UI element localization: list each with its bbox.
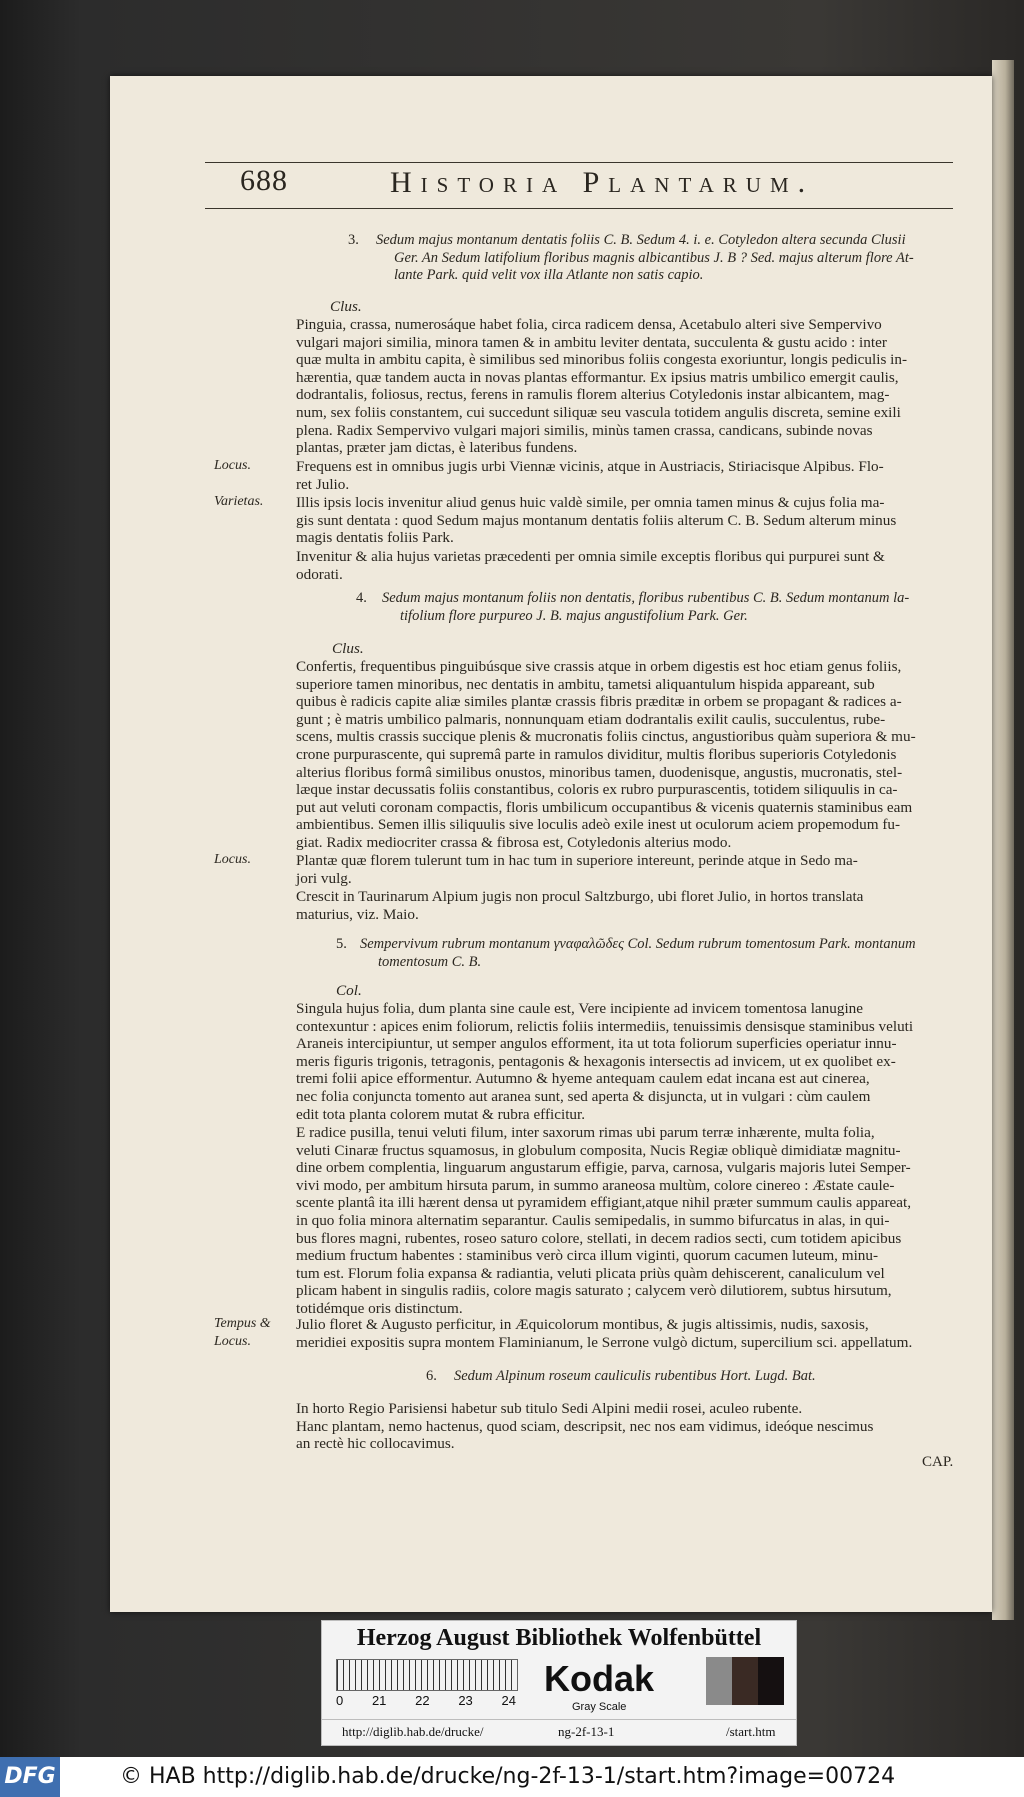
book-page <box>110 76 992 1612</box>
text-line: maturius, viz. Maio. <box>296 905 419 923</box>
text-line: veluti Cinaræ fructus squamosus, in globulum composita, Nucis Regiæ obliquè dimidiatæ magnitu- <box>296 1141 901 1159</box>
text-line: tum est. Florum folia expansa & radiantia, veluti plicata priùs quàm dehiscerent, canaliculum vel <box>296 1264 885 1282</box>
text-line: bus flores magni, rubentes, roseo saturo colore, stellati, in decem radios secti, cum totidem apicibus <box>296 1229 902 1247</box>
text-line: edit tota planta colorem mutat & rubra efficitur. <box>296 1105 586 1123</box>
paragraph-10 <box>296 1316 962 1351</box>
entry-5 <box>360 936 972 971</box>
header-rule-top <box>205 162 953 163</box>
text-line: quibus è radicis capite aliæ similes plantæ crassis fibris præditæ in orbem se propagant & radices a- <box>296 693 902 711</box>
text-line: Pinguia, crassa, numerosáque habet folia, circa radicem densa, Acetabulo alteri sive Sempervivo <box>296 316 882 333</box>
abbrev-col: Col. <box>336 982 362 999</box>
text-line: vulgari majori similia, minora tamen & in ambitu leviter dentata, succulenta & gustu acido : inter <box>296 333 887 351</box>
text-line: in quo folia minora alternatim separantur. Caulis semipedalis, in summo bifurcatus in alas, in qui- <box>296 1211 890 1229</box>
entry-number-3: 3. <box>348 232 359 248</box>
tick-label: 22 <box>415 1693 430 1708</box>
text-line: scente plantâ ita illi hærent densa ut pyramidem effigiant,atque nihil præter summum caulis appareat, <box>296 1194 912 1212</box>
text-line: vivi modo, per ambitum hirsuta parum, in summo araneosa multùm, colore cinereo : Æstate caule- <box>296 1176 895 1194</box>
entry-6 <box>454 1368 974 1386</box>
text-line: giat. Radix mediocriter crassa & fibrosa est, Cotyledonis alterius modo. <box>296 833 732 851</box>
card-url-mid: ng-2f-13-1 <box>558 1724 615 1739</box>
tick-label: 21 <box>371 1693 387 1708</box>
text-line: crone purpurascente, qui supremâ parte in ramulos dividitur, multis floribus superioris Cotyledonis <box>296 745 897 763</box>
paragraph-5 <box>296 658 962 852</box>
tick-label: 0 <box>336 1693 344 1708</box>
text-line: Invenitur & alia hujus varietas præcedenti per omnia simile exceptis floribus qui purpurei sunt & <box>296 548 885 565</box>
abbrev-clus: Clus. <box>330 298 362 315</box>
gray-scale-label: Gray Scale <box>572 1701 627 1713</box>
text-line: Crescit in Taurinarum Alpium jugis non procul Saltzburgo, ubi floret Julio, in hortos translata <box>296 888 864 905</box>
gray-patch <box>758 1657 784 1705</box>
catchword: CAP. <box>922 1454 954 1470</box>
entry-number-6: 6. <box>426 1368 437 1384</box>
entry-line: Sedum majus montanum dentatis foliis C. B. Sedum 4. i. e. Cotyledon altera secunda Clusii <box>376 232 906 248</box>
text-line: gis sunt dentata : quod Sedum majus montanum dentatis foliis alterum C. B. Sedum alterum minus <box>296 511 897 529</box>
entry-line: tomentosum C. B. <box>378 953 482 970</box>
entry-number-5: 5. <box>336 936 347 952</box>
entry-line: Sedum Alpinum roseum cauliculis rubentibus Hort. Lugd. Bat. <box>454 1368 816 1384</box>
color-calibration-card <box>321 1620 797 1746</box>
text-line: scens, multis crassis succique plenis & mucronatis foliis cinctus, angustioribus quàm superiora & mu- <box>296 728 916 746</box>
text-line: odorati. <box>296 565 343 583</box>
entry-line: Sempervivum rubrum montanum γναφαλῶδες Col. Sedum rubrum tomentosum Park. montanum <box>360 936 916 952</box>
text-line: contexuntur : apices enim foliorum, relictis foliis intermediis, tenuissimis densisque staminibus veluti <box>296 1017 914 1035</box>
text-line: Illis ipsis locis invenitur aliud genus huic valdè simile, per omnia tamen minus & cujus folia ma- <box>296 494 885 511</box>
paragraph-4 <box>296 548 962 583</box>
text-line: Julio floret & Augusto perficitur, in Æquicolorum montibus, & jugis altissimis, nudis, saxosis, <box>296 1316 869 1333</box>
paragraph-2 <box>296 458 962 493</box>
entry-number-4: 4. <box>356 590 367 606</box>
text-line: plena. Radix Sempervivo vulgari majori similis, minùs tamen crassa, candicans, subinde novas <box>296 421 873 439</box>
paragraph-1 <box>296 316 962 457</box>
paragraph-7 <box>296 888 962 923</box>
card-title: Herzog August Bibliothek Wolfenbüttel <box>356 1625 762 1651</box>
margin-locus: Locus. <box>214 1334 251 1349</box>
paragraph-6 <box>296 852 962 887</box>
entry-line: Sedum majus montanum foliis non dentatis, floribus rubentibus C. B. Sedum montanum la- <box>382 590 910 606</box>
text-line: superiore tamen minoribus, nec dentatis in ambitu, tametsi aliquantulum hispida appareant, sub <box>296 675 875 693</box>
text-line: Singula hujus folia, dum planta sine caule est, Vere incipiente ad invicem tomentosa lanugine <box>296 1000 863 1017</box>
paragraph-8 <box>296 1000 962 1123</box>
margin-locus: Locus. <box>214 458 251 473</box>
entry-line: tifolium flore purpureo J. B. majus angustifolium Park. Ger. <box>400 607 748 624</box>
text-line: put aut veluti coronam compactis, floris umbilicum occupantibus & vicenis quaternis staminibus eam <box>296 798 913 816</box>
text-line: magis dentatis foliis Park. <box>296 529 454 547</box>
entry-line: lante Park. quid velit vox illa Atlante non satis capio. <box>394 267 704 284</box>
text-line: num, sex foliis constantem, cui succedunt siliquæ seu vascula totidem angulis discreta, semine exili <box>296 403 901 421</box>
card-url-row <box>322 1719 796 1744</box>
text-line: tremi folii apice efformentur. Autumno & hyeme antequam caulem edat incana est aut cinerea, <box>296 1070 870 1088</box>
running-title: Historia Plantarum. <box>390 166 815 199</box>
text-line: alterius floribus formâ similibus onustos, minoribus tamen, duodenisque, angustis, mucronatis, stel- <box>296 763 903 781</box>
tick-label: 24 <box>501 1693 516 1708</box>
text-line: meridiei expositis supra montem Flaminianum, le Serrone vulgò dictum, supercilium sci. appellatum. <box>296 1333 913 1351</box>
text-line: jori vulg. <box>296 869 352 887</box>
text-line: medium fructum habentes : staminibus verò circa illum viginti, quorum cacumen luteum, minu- <box>296 1247 879 1265</box>
ruler-ticks <box>336 1693 516 1708</box>
text-line: Confertis, frequentibus pinguibúsque sive crassis atque in orbem digestis est hoc etiam genus foliis, <box>296 658 902 675</box>
tick-label: 23 <box>458 1693 473 1708</box>
kodak-logo: Kodak <box>544 1658 655 1699</box>
text-line: gunt ; è matris umbilico palmaris, nonnunquam etiam dodrantalis exilit caulis, succulentus, rube- <box>296 710 886 728</box>
text-line: Araneis intercipiuntur, ut semper angulos efforment, ita ut tota foliorum superficies operiatur innu- <box>296 1035 897 1053</box>
text-line: In horto Regio Parisiensi habetur sub titulo Sedi Alpini medii rosei, aculeo rubente. <box>296 1400 803 1417</box>
gray-patch <box>706 1657 732 1705</box>
entry-4 <box>382 590 972 625</box>
text-line: E radice pusilla, tenui veluti filum, inter saxorum rimas ubi parum terræ inhærente, multa folia, <box>296 1124 875 1141</box>
text-line: ambientibus. Semen illis siliquulis sive loculis adeò exile inest ut oculorum aciem propemodum fu- <box>296 816 901 834</box>
entry-3 <box>376 232 976 285</box>
entry-line: Ger. An Sedum latifolium floribus magnis albicantibus J. B ? Sed. majus alterum flore At- <box>394 249 914 266</box>
margin-locus: Locus. <box>214 852 251 867</box>
text-line: Hanc plantam, nemo hactenus, quod sciam, descripsit, nec nos eam vidimus, ideóque nescimus <box>296 1417 874 1435</box>
card-url-left: http://diglib.hab.de/drucke/ <box>342 1724 484 1739</box>
text-line: Frequens est in omnibus jugis urbi Viennæ vicinis, atque in Austriacis, Stiriacisque Alpibus. Flo- <box>296 458 884 475</box>
text-line: meris figuris trigonis, tetragonis, pentagonis & hexagonis intersectis ad invicem, ut ex quolibet ex- <box>296 1052 896 1070</box>
header-rule-bottom <box>205 208 953 209</box>
page-number: 688 <box>240 164 288 197</box>
paragraph-3 <box>296 494 962 547</box>
text-line: læque instar decussatis foliis constantibus, coloris ex rubro purpurascentis, totidem siliquulis in ca- <box>296 781 898 799</box>
gray-patch <box>732 1657 758 1705</box>
text-line: dine orbem complentia, linguarum angustarum effigie, parva, carnosa, vulgaris majoris lutei Semper- <box>296 1159 911 1177</box>
text-line: quæ multa in ambitu capita, è similibus sed minoribus foliis congesta exoriuntur, longis pediculis in- <box>296 351 908 369</box>
page-edge <box>992 60 1014 1620</box>
text-line: totidémque oris distinctum. <box>296 1299 463 1317</box>
margin-tempus: Tempus & <box>214 1316 271 1331</box>
abbrev-clus: Clus. <box>332 640 364 657</box>
card-url-right: /start.htm <box>726 1724 776 1739</box>
text-line: plicam habent in singulis radiis, colore magis saturato ; calycem verò dilutiorem, subtus hirsutum, <box>296 1282 892 1300</box>
paragraph-9 <box>296 1124 962 1318</box>
dfg-logo: DFG <box>0 1757 60 1797</box>
text-line: nec folia conjuncta tomento aut aranea sunt, sed aperta & disjuncta, ut in vulgari : cùm caulem <box>296 1087 871 1105</box>
margin-varietas: Varietas. <box>214 494 264 509</box>
paragraph-11 <box>296 1400 962 1453</box>
ruler-scale <box>336 1659 518 1691</box>
text-line: plantas, præter jam dictas, è lateribus fundens. <box>296 439 578 457</box>
text-line: Plantæ quæ florem tulerunt tum in hac tum in superiore intereunt, perinde atque in Sedo ma- <box>296 852 858 869</box>
text-line: dodrantalis, foliosus, rectus, ferens in ramulis florem alterius Cotyledonis instar albicantem, mag- <box>296 386 890 404</box>
text-line: an rectè hic collocavimus. <box>296 1435 455 1453</box>
footer-credit[interactable]: © HAB http://diglib.hab.de/drucke/ng-2f-13-1/start.htm?image=00724 <box>120 1764 896 1789</box>
text-line: ret Julio. <box>296 475 350 493</box>
text-line: hærentia, quæ tandem aucta in novas plantas efformantur. Ex ipsius matris umbilico emergit caulis, <box>296 368 899 386</box>
